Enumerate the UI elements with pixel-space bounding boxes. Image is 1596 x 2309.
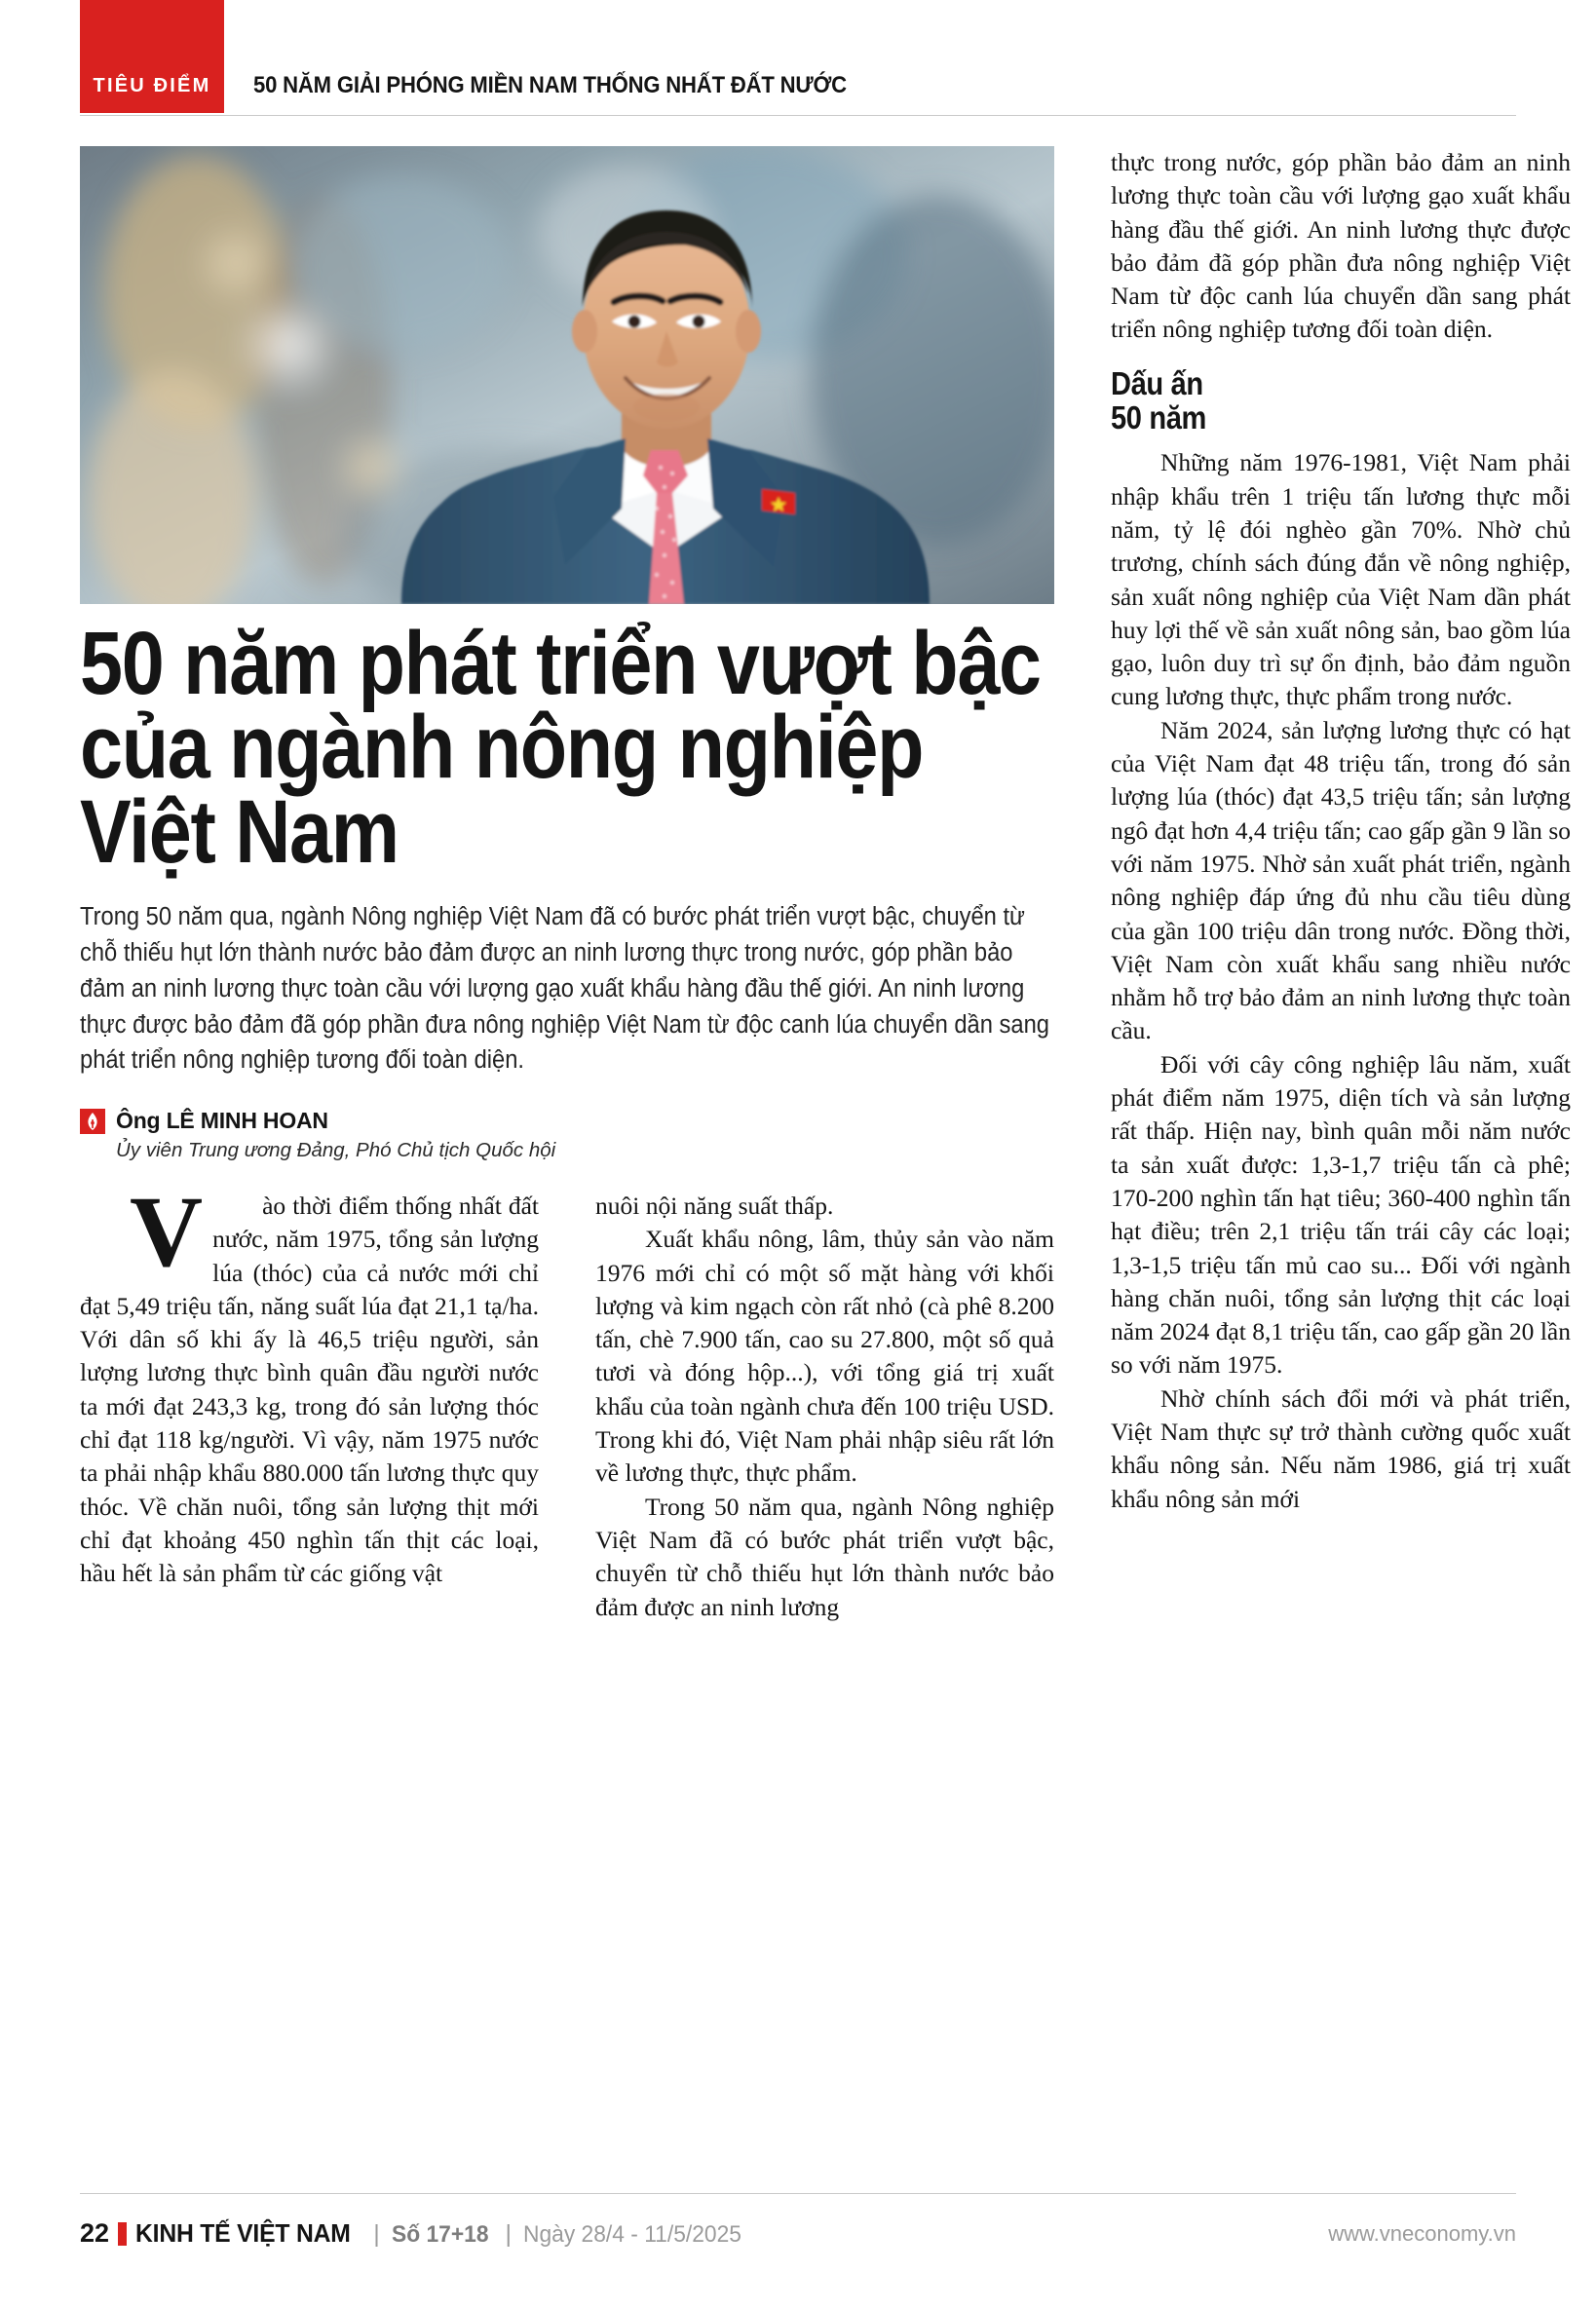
pen-nib-icon bbox=[80, 1109, 105, 1134]
issue-date: Ngày 28/4 - 11/5/2025 bbox=[523, 2221, 741, 2248]
body-paragraph: Trong 50 năm qua, ngành Nông nghiệp Việt Nam đã có bước phát triển vượt bậc, chuyển từ chỗ thiếu hụt lớn thành nước bảo đảm được an ninh lương bbox=[595, 1492, 1054, 1621]
headline-line-3: Việt Nam bbox=[80, 781, 399, 882]
issue-number: Số 17+18 bbox=[391, 2221, 489, 2248]
red-bar-icon bbox=[118, 2222, 127, 2246]
body-columns bbox=[80, 1176, 1054, 1624]
body-paragraph: Đối với cây công nghiệp lâu năm, xuất phát điểm năm 1975, diện tích và sản lượng rất thấp. Hiện nay, bình quân mỗi năm nước ta sản xuất được: 1,3-1,7 triệu tấn cà phê; 170-200 nghìn tấn hạt tiêu; 360-400 nghìn tấn hạt điều; trên 2,1 triệu tấn trái cây các loại; 1,3-1,5 triệu tấn mủ cao su... Đối với ngành hàng chăn nuôi, tổng sản lượng thịt các loại năm 2024 đạt 8,1 triệu tấn, cao gấp gần 20 lần so với năm 1975. bbox=[1111, 1049, 1571, 1380]
portrait-illustration bbox=[80, 146, 1054, 604]
body-paragraph: Nhờ chính sách đổi mới và phát triển, Việt Nam thực sự trở thành cường quốc xuất khẩu nông sản. Nếu năm 1986, giá trị xuất khẩu nông sản mới bbox=[1111, 1383, 1571, 1513]
body-paragraph: Năm 2024, sản lượng lương thực có hạt của Việt Nam đạt 48 triệu tấn, trong đó sản lượng lúa (thóc) đạt 43,5 triệu tấn; sản lượng ngô đạt hơn 4,4 triệu tấn; cao gấp gần 9 lần so với năm 1975. Nhờ sản xuất phát triển, ngành nông nghiệp đáp ứng đủ nhu cầu tiêu dùng của gần 100 triệu dân trong nước. Đồng thời, Việt Nam còn xuất khẩu sang nhiều nước nhằm hỗ trợ bảo đảm an ninh lương thực toàn cầu. bbox=[1111, 715, 1571, 1045]
body-paragraph: Vào thời điểm thống nhất đất nước, năm 1975, tổng sản lượng lúa (thóc) của cả nước mới chỉ đạt 5,49 triệu tấn, năng suất lúa đạt 21,1 tạ/ha. Với dân số khi ấy là 46,5 triệu người, sản lượng lương thực bình quân đầu người nước ta mới đạt 243,3 kg, trong đó sản lượng thóc chỉ đạt 118 kg/người. Vì vậy, năm 1975 nước ta phải nhập khẩu 880.000 tấn lương thực quy thóc. Về chăn nuôi, tổng sản lượng thịt mới chỉ đạt khoảng 450 nghìn tấn thịt các loại, hầu hết là sản phẩm từ các giống vật bbox=[80, 1176, 539, 1588]
article-byline bbox=[80, 1108, 1054, 1162]
right-column-body bbox=[1111, 446, 1571, 1516]
body-column-1 bbox=[80, 1176, 539, 1624]
headline-line-2: của ngành nông nghiệp bbox=[80, 698, 924, 798]
subhead-line-1: Dấu ấn bbox=[1111, 364, 1203, 401]
headline-line-1: 50 năm phát triển vượt bậc bbox=[80, 614, 1041, 713]
kicker-badge bbox=[80, 0, 224, 113]
kicker-badge-label: TIÊU ĐIỂM bbox=[93, 75, 211, 96]
page-footer bbox=[80, 2210, 1516, 2249]
website-url[interactable]: www.vneconomy.vn bbox=[1328, 2221, 1516, 2246]
body-paragraph: Những năm 1976-1981, Việt Nam phải nhập khẩu trên 1 triệu tấn lương thực mỗi năm, tỷ lệ đói nghèo gần 70%. Nhờ chủ trương, chính sách đúng đắn về nông nghiệp, sản xuất nông nghiệp của Việt Nam dần phát huy lợi thế về sản xuất nông sản, bao gồm lúa gạo, luôn duy trì sự ổn định, bảo đảm nguồn cung lương thực, thực phẩm trong nước. bbox=[1111, 448, 1571, 711]
kicker-section-title: 50 NĂM GIẢI PHÓNG MIỀN NAM THỐNG NHẤT ĐẤT NƯỚC bbox=[253, 72, 847, 98]
byline-row bbox=[80, 1108, 1054, 1134]
left-block bbox=[80, 146, 1054, 2143]
body-column-2 bbox=[595, 1190, 1054, 1624]
right-column bbox=[1111, 146, 1571, 2143]
body-paragraph: Xuất khẩu nông, lâm, thủy sản vào năm 1976 mới chỉ có một số mặt hàng với khối lượng và kim ngạch còn rất nhỏ (cà phê 8.200 tấn, chè 7.900 tấn, cao su 27.800, một số quả tươi và đóng hộp...), với tổng giá trị xuất khẩu của toàn ngành chưa đến 100 triệu USD. Trong khi đó, Việt Nam phải nhập siêu rất lớn về lương thực, thực phẩm. bbox=[595, 1225, 1054, 1488]
masthead-title: KINH TẾ VIỆT NAM bbox=[135, 2218, 351, 2248]
page-number: 22 bbox=[80, 2218, 110, 2248]
footer-separator-1: | bbox=[373, 2220, 380, 2248]
section-subhead bbox=[1111, 366, 1568, 435]
page-body bbox=[80, 146, 1571, 2143]
right-column-intro bbox=[1111, 146, 1571, 347]
portrait-photo bbox=[80, 146, 1054, 604]
pen-nib-glyph bbox=[85, 1113, 100, 1130]
footer-separator-2: | bbox=[505, 2220, 513, 2248]
article-headline bbox=[80, 614, 1052, 882]
subhead-line-2: 50 năm bbox=[1111, 399, 1206, 436]
footer-left-group bbox=[80, 2218, 753, 2249]
header-divider bbox=[80, 115, 1516, 116]
article-deck: Trong 50 năm qua, ngành Nông nghiệp Việt Nam đã có bước phát triển vượt bậc, chuyển từ chỗ thiếu hụt lớn thành nước bảo đảm được an ninh lương thực trong nước, góp phần bảo đảm an ninh lương thực toàn cầu với lượng gạo xuất khẩu hàng đầu thế giới. An ninh lương thực được bảo đảm đã góp phần đưa nông nghiệp Việt Nam từ độc canh lúa chuyển dần sang phát triển nông nghiệp tương đối toàn diện. bbox=[80, 903, 1049, 1075]
footer-divider bbox=[80, 2193, 1516, 2194]
body-paragraph: thực trong nước, góp phần bảo đảm an ninh lương thực toàn cầu với lượng gạo xuất khẩu hàng đầu thế giới. An ninh lương thực được bảo đảm đã góp phần đưa nông nghiệp Việt Nam từ độc canh lúa chuyển dần sang phát triển nông nghiệp tương đối toàn diện. bbox=[1111, 148, 1571, 344]
byline-author-role: Ủy viên Trung ương Đảng, Phó Chủ tịch Quốc hội bbox=[116, 1139, 556, 1161]
page-header bbox=[80, 0, 1516, 115]
body-paragraph: nuôi nội năng suất thấp. bbox=[595, 1192, 834, 1220]
byline-author-name: Ông LÊ MINH HOAN bbox=[116, 1108, 328, 1133]
